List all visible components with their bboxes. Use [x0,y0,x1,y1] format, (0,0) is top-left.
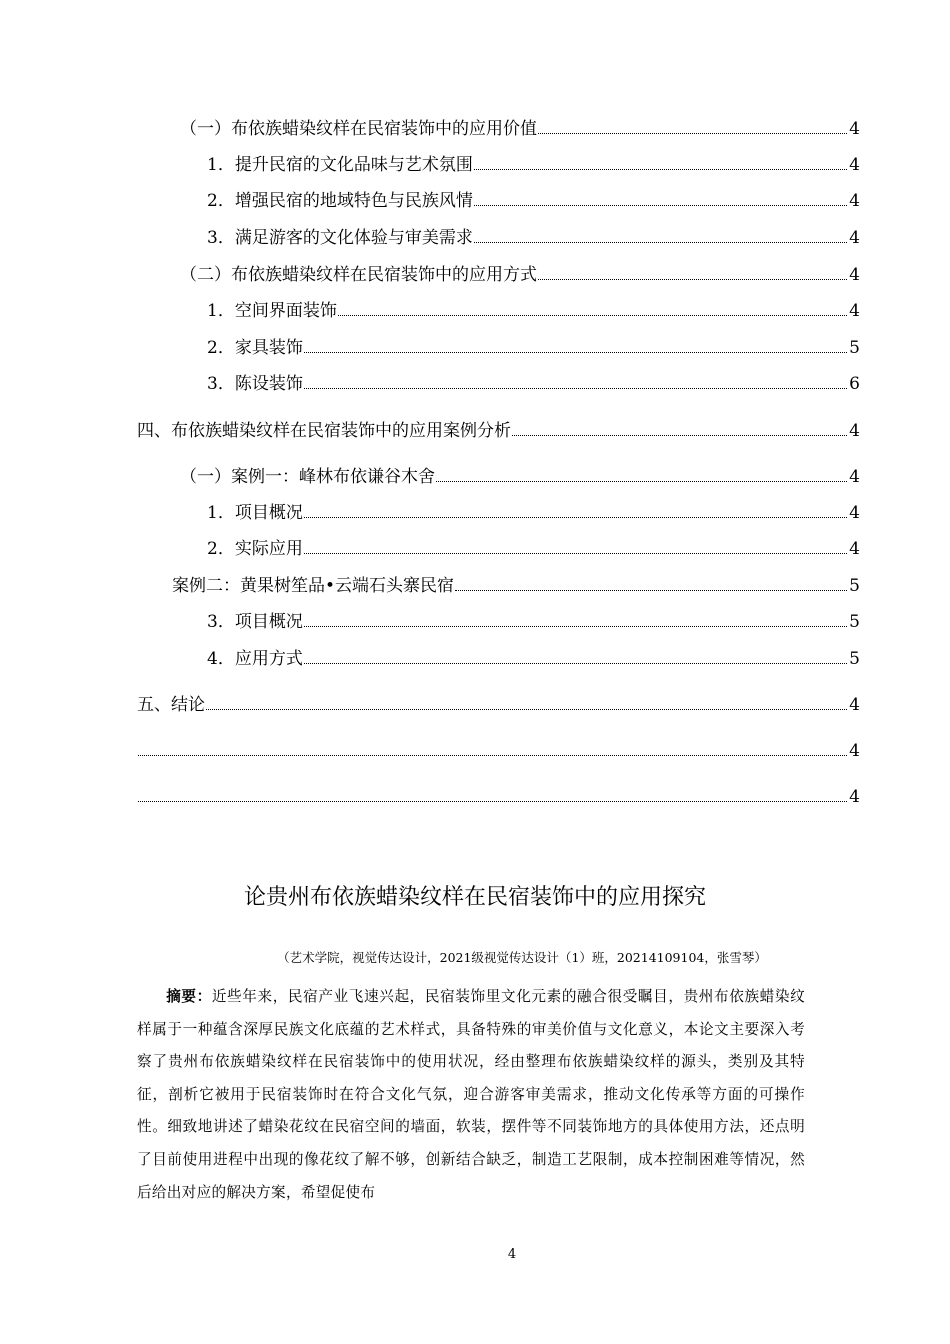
toc-entry-text: 2．家具装饰 [207,338,303,358]
toc-entry[interactable] [207,300,860,322]
toc-entry-text: 1．提升民宿的文化品味与艺术氛围 [207,155,473,175]
toc-leader-dots [538,132,847,134]
toc-entry[interactable] [180,466,860,488]
toc-entry-text: 3．项目概况 [207,612,303,632]
toc-leader-dots [436,480,847,482]
toc-entry-text: 案例二：黄果树笙品•云端石头寨民宿 [172,576,455,596]
toc-entry-text: （二）布依族蜡染纹样在民宿装饰中的应用方式 [180,265,537,285]
toc-page-number: 4 [849,301,860,321]
toc-leader-dots [304,625,847,627]
toc-page-number: 4 [849,228,860,248]
paper-title: 论贵州布依族蜡染纹样在民宿装饰中的应用探究 [243,885,706,910]
toc-entry[interactable] [207,337,860,359]
toc-entry[interactable] [137,694,860,716]
toc-entry[interactable] [172,575,860,597]
toc-leader-dots [512,434,847,436]
toc-page-number: 4 [849,119,860,139]
toc-entry[interactable] [207,227,860,249]
toc-entry-text: 3．陈设装饰 [207,374,303,394]
toc-page-number: 4 [849,539,860,559]
toc-leader-dots [206,708,847,710]
toc-leader-dots [304,351,847,353]
author-info: （艺术学院，视觉传达设计，2021级视觉传达设计（1）班，20214109104，张雪琴） [277,950,767,965]
toc-page-number: 5 [849,338,860,358]
toc-entry[interactable] [207,538,860,560]
toc-leader-dots [138,800,847,802]
toc-entry-text: 3．满足游客的文化体验与审美需求 [207,228,473,248]
toc-leader-dots [304,552,847,554]
toc-page-number: 4 [849,467,860,487]
toc-page-number: 5 [849,649,860,669]
toc-leader-dots [474,168,847,170]
toc-leader-dots [538,278,847,280]
abstract [137,981,805,1209]
toc-page-number: 5 [849,576,860,596]
toc-leader-dots [474,241,847,243]
toc-entry-text: （一）布依族蜡染纹样在民宿装饰中的应用价值 [180,119,537,139]
toc-entry-text: 四、布依族蜡染纹样在民宿装饰中的应用案例分析 [137,421,511,441]
toc-entry[interactable] [207,502,860,524]
toc-page-number: 4 [849,191,860,211]
toc-entry-text: 五、结论 [137,695,205,715]
toc-entry[interactable] [137,420,860,442]
toc-page-number: 4 [849,787,860,807]
toc-leader-dots [304,387,847,389]
toc-entry-text: 2．实际应用 [207,539,303,559]
page-number: 4 [507,1247,517,1262]
toc-entry-text: 4．应用方式 [207,649,303,669]
toc-page-number: 5 [849,612,860,632]
toc-entry[interactable] [207,611,860,633]
toc-entry[interactable] [180,118,860,140]
toc-leader-dots [138,754,847,756]
toc-page-number: 4 [849,265,860,285]
toc-entry[interactable] [207,648,860,670]
toc-entry[interactable] [207,190,860,212]
toc-leader-dots [304,516,847,518]
toc-leader-dots [338,314,847,316]
toc-page-number: 4 [849,421,860,441]
toc-entry[interactable] [207,373,860,395]
abstract-text: 近些年来，民宿产业飞速兴起，民宿装饰里文化元素的融合很受瞩目，贵州布依族蜡染纹样属于一种蕴含深厚民族文化底蕴的艺术样式，具备特殊的审美价值与文化意义，本论文主要深入考察了贵州布依族蜡染纹样在民宿装饰中的使用状况，经由整理布依族蜡染纹样的源头，类别及其特征，剖析它被用于民宿装饰时在符合文化气氛，迎合游客审美需求，推动文化传承等方面的可操作性。细致地讲述了蜡染花纹在民宿空间的墙面，软装，摆件等不同装饰地方的具体使用方法，还点明了目前使用进程中出现的像花纹了解不够，创新结合缺乏，制造工艺限制，成本控制困难等情况，然后给出对应的解决方案，希望促使布 [137,988,805,1201]
toc-page-number: 4 [849,741,860,761]
toc-leader-dots [304,662,847,664]
toc-entry[interactable] [137,786,860,808]
toc-entry-text: 1．项目概况 [207,503,303,523]
abstract-label: 摘要： [166,988,212,1005]
toc-entry[interactable] [137,740,860,762]
toc-page-number: 6 [849,374,860,394]
toc-entry[interactable] [207,154,860,176]
toc-entry[interactable] [180,264,860,286]
toc-entry-text: 1．空间界面装饰 [207,301,337,321]
toc-page-number: 4 [849,155,860,175]
toc-entry-text: （一）案例一：峰林布依谦谷木舍 [180,467,435,487]
toc-entry-text: 2．增强民宿的地域特色与民族风情 [207,191,473,211]
toc-leader-dots [455,589,847,591]
toc-page-number: 4 [849,503,860,523]
toc-page-number: 4 [849,695,860,715]
toc-leader-dots [474,204,847,206]
